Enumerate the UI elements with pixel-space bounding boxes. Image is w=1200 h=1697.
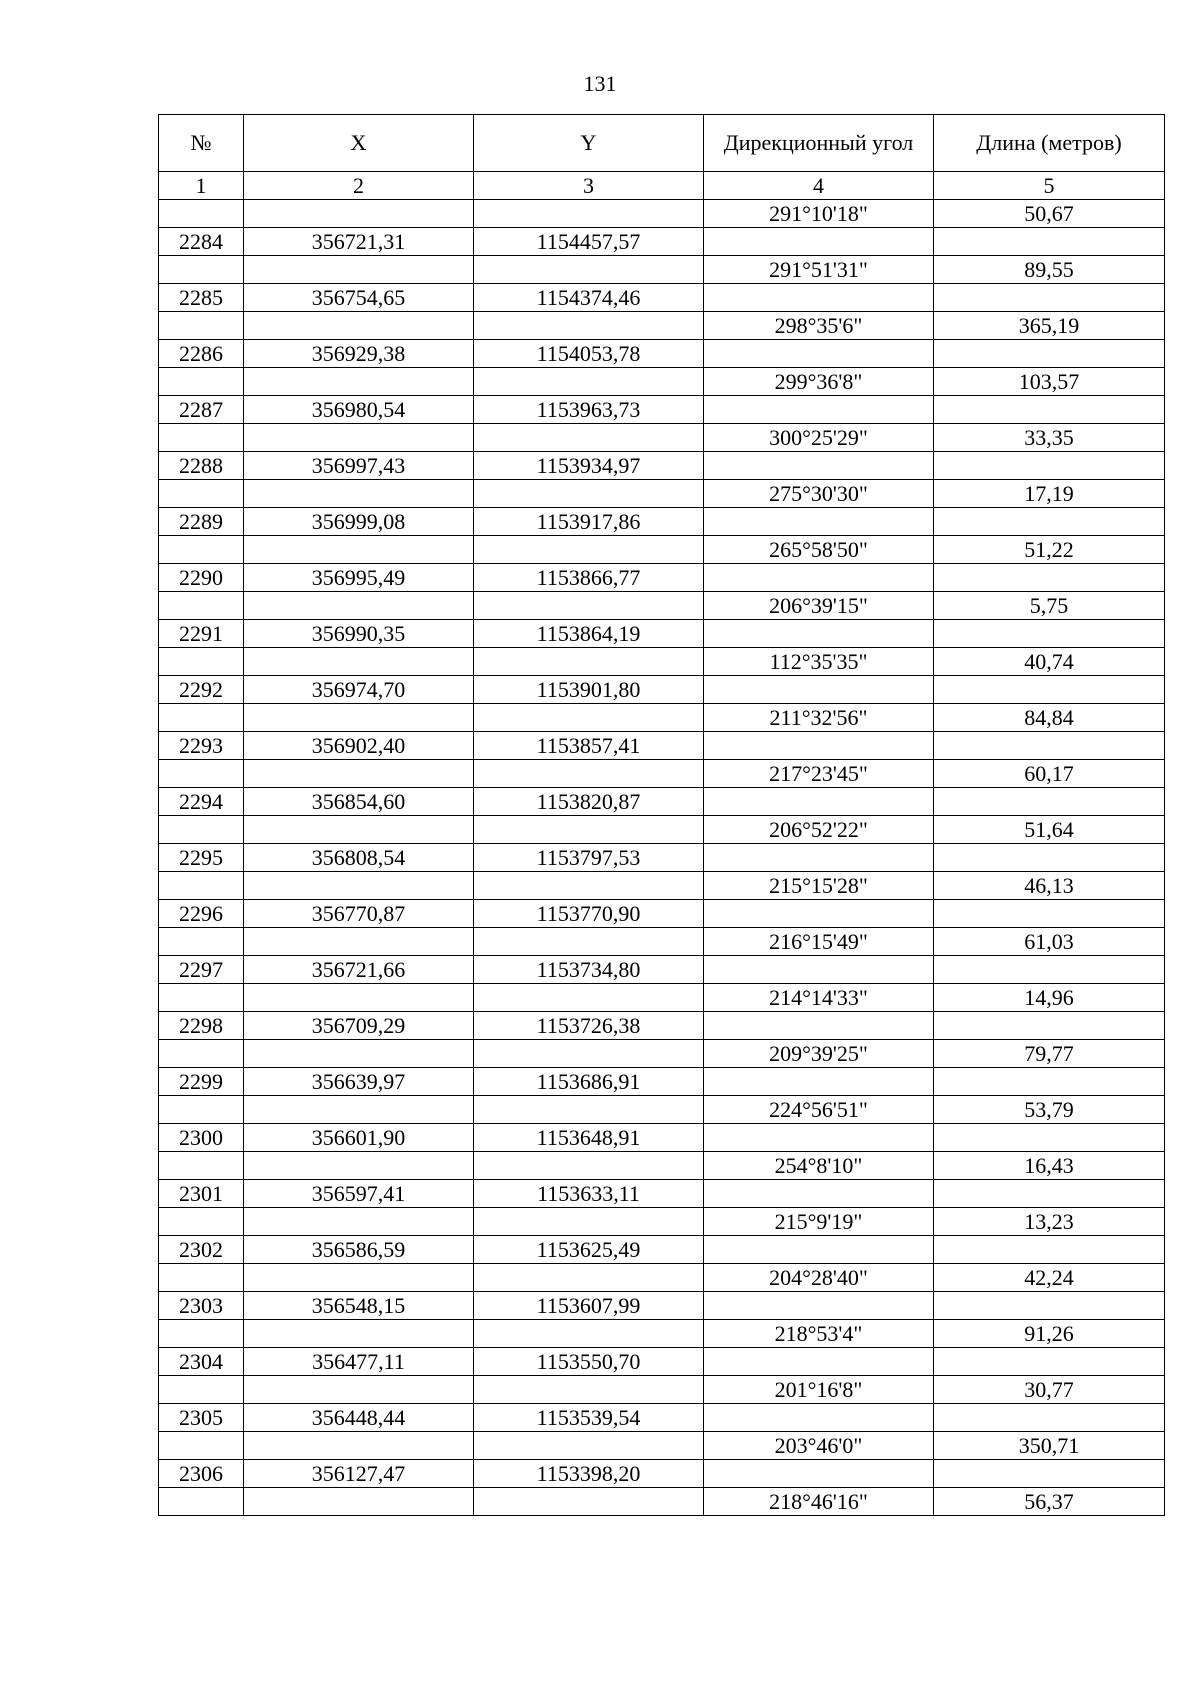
cell-x (244, 1488, 474, 1516)
cell-length: 103,57 (934, 368, 1165, 396)
cell-y (474, 368, 704, 396)
cell-direction-angle (704, 1236, 934, 1264)
cell-direction-angle: 218°53'4" (704, 1320, 934, 1348)
cell-direction-angle: 254°8'10" (704, 1152, 934, 1180)
table-row (159, 984, 1165, 1012)
table-row (159, 1096, 1165, 1124)
cell-x: 356601,90 (244, 1124, 474, 1152)
cell-y (474, 648, 704, 676)
cell-length (934, 340, 1165, 368)
cell-length: 51,64 (934, 816, 1165, 844)
cell-direction-angle: 224°56'51" (704, 1096, 934, 1124)
cell-number: 2286 (159, 340, 244, 368)
cell-x: 356808,54 (244, 844, 474, 872)
cell-length (934, 788, 1165, 816)
table-row (159, 256, 1165, 284)
cell-direction-angle (704, 788, 934, 816)
table-row (159, 1180, 1165, 1208)
table-row (159, 816, 1165, 844)
cell-direction-angle: 291°10'18" (704, 200, 934, 228)
cell-direction-angle: 206°52'22" (704, 816, 934, 844)
cell-x: 356586,59 (244, 1236, 474, 1264)
cell-length: 56,37 (934, 1488, 1165, 1516)
cell-x (244, 368, 474, 396)
cell-direction-angle: 214°14'33" (704, 984, 934, 1012)
cell-y: 1154053,78 (474, 340, 704, 368)
cell-length: 46,13 (934, 872, 1165, 900)
cell-y: 1153866,77 (474, 564, 704, 592)
table-row (159, 480, 1165, 508)
cell-x (244, 1208, 474, 1236)
table-row (159, 1208, 1165, 1236)
cell-number: 2302 (159, 1236, 244, 1264)
table-row (159, 200, 1165, 228)
table-row (159, 732, 1165, 760)
cell-y (474, 816, 704, 844)
cell-x: 356980,54 (244, 396, 474, 424)
cell-length (934, 732, 1165, 760)
cell-length (934, 1012, 1165, 1040)
cell-number: 2289 (159, 508, 244, 536)
table-row (159, 1292, 1165, 1320)
table-row (159, 1236, 1165, 1264)
cell-x: 356997,43 (244, 452, 474, 480)
cell-number (159, 1208, 244, 1236)
table-row (159, 900, 1165, 928)
cell-x (244, 480, 474, 508)
table-row (159, 1432, 1165, 1460)
cell-y (474, 1432, 704, 1460)
cell-length: 14,96 (934, 984, 1165, 1012)
cell-x (244, 1432, 474, 1460)
cell-y: 1153963,73 (474, 396, 704, 424)
cell-direction-angle: 218°46'16" (704, 1488, 934, 1516)
cell-direction-angle (704, 452, 934, 480)
table-row (159, 1320, 1165, 1348)
table-row (159, 1124, 1165, 1152)
cell-x: 356721,66 (244, 956, 474, 984)
table-row (159, 928, 1165, 956)
cell-number (159, 872, 244, 900)
cell-y (474, 760, 704, 788)
cell-y: 1153539,54 (474, 1404, 704, 1432)
cell-length (934, 1236, 1165, 1264)
cell-x (244, 1040, 474, 1068)
cell-x (244, 984, 474, 1012)
cell-direction-angle: 215°9'19" (704, 1208, 934, 1236)
cell-x: 356770,87 (244, 900, 474, 928)
cell-y (474, 1376, 704, 1404)
table-row (159, 1068, 1165, 1096)
cell-y: 1153857,41 (474, 732, 704, 760)
cell-number (159, 1152, 244, 1180)
cell-y: 1153901,80 (474, 676, 704, 704)
table-row (159, 312, 1165, 340)
cell-x: 356477,11 (244, 1348, 474, 1376)
cell-direction-angle (704, 1012, 934, 1040)
cell-x (244, 200, 474, 228)
cell-number: 2300 (159, 1124, 244, 1152)
cell-number: 2295 (159, 844, 244, 872)
cell-y (474, 1208, 704, 1236)
cell-x: 356929,38 (244, 340, 474, 368)
cell-y (474, 312, 704, 340)
header-y: Y (474, 115, 704, 172)
cell-x (244, 760, 474, 788)
cell-length: 50,67 (934, 200, 1165, 228)
cell-y: 1153625,49 (474, 1236, 704, 1264)
cell-direction-angle (704, 1404, 934, 1432)
cell-y (474, 704, 704, 732)
cell-x: 356990,35 (244, 620, 474, 648)
cell-direction-angle: 300°25'29" (704, 424, 934, 452)
cell-length: 89,55 (934, 256, 1165, 284)
cell-length (934, 1404, 1165, 1432)
cell-number: 2288 (159, 452, 244, 480)
cell-direction-angle: 112°35'35" (704, 648, 934, 676)
cell-x (244, 256, 474, 284)
cell-length (934, 452, 1165, 480)
column-number-row (159, 172, 1165, 200)
coordinates-table (158, 114, 1165, 1516)
cell-length (934, 900, 1165, 928)
cell-length (934, 228, 1165, 256)
cell-number (159, 704, 244, 732)
cell-y: 1154374,46 (474, 284, 704, 312)
cell-x: 356999,08 (244, 508, 474, 536)
cell-y: 1153917,86 (474, 508, 704, 536)
cell-y (474, 256, 704, 284)
cell-number: 2299 (159, 1068, 244, 1096)
cell-y (474, 592, 704, 620)
table-row (159, 1348, 1165, 1376)
cell-y (474, 872, 704, 900)
table-row (159, 340, 1165, 368)
cell-length (934, 1180, 1165, 1208)
cell-x (244, 424, 474, 452)
cell-length (934, 1292, 1165, 1320)
cell-number: 2301 (159, 1180, 244, 1208)
cell-direction-angle (704, 956, 934, 984)
cell-direction-angle: 216°15'49" (704, 928, 934, 956)
cell-direction-angle: 217°23'45" (704, 760, 934, 788)
page-number: 131 (583, 71, 617, 96)
cell-length (934, 844, 1165, 872)
cell-length (934, 1124, 1165, 1152)
column-number: 5 (934, 172, 1165, 200)
cell-number: 2298 (159, 1012, 244, 1040)
cell-length: 79,77 (934, 1040, 1165, 1068)
table-row (159, 676, 1165, 704)
table-body (159, 200, 1165, 1516)
cell-direction-angle (704, 900, 934, 928)
cell-length: 40,74 (934, 648, 1165, 676)
cell-x: 356709,29 (244, 1012, 474, 1040)
table-row (159, 1488, 1165, 1516)
cell-length: 365,19 (934, 312, 1165, 340)
cell-length: 51,22 (934, 536, 1165, 564)
cell-number (159, 816, 244, 844)
cell-y (474, 536, 704, 564)
cell-y: 1153686,91 (474, 1068, 704, 1096)
cell-y (474, 928, 704, 956)
cell-x: 356127,47 (244, 1460, 474, 1488)
cell-length: 13,23 (934, 1208, 1165, 1236)
cell-length: 61,03 (934, 928, 1165, 956)
cell-x (244, 1376, 474, 1404)
cell-x (244, 1152, 474, 1180)
table-row (159, 1264, 1165, 1292)
cell-number: 2297 (159, 956, 244, 984)
cell-direction-angle (704, 732, 934, 760)
cell-y: 1153607,99 (474, 1292, 704, 1320)
table-row (159, 1460, 1165, 1488)
cell-x: 356902,40 (244, 732, 474, 760)
cell-y (474, 1040, 704, 1068)
cell-number (159, 368, 244, 396)
cell-number: 2292 (159, 676, 244, 704)
cell-y: 1153820,87 (474, 788, 704, 816)
cell-number (159, 1040, 244, 1068)
cell-number (159, 1376, 244, 1404)
cell-direction-angle (704, 508, 934, 536)
column-number: 4 (704, 172, 934, 200)
table-row (159, 704, 1165, 732)
table-row (159, 536, 1165, 564)
cell-number: 2291 (159, 620, 244, 648)
cell-x: 356995,49 (244, 564, 474, 592)
cell-length: 42,24 (934, 1264, 1165, 1292)
table-row (159, 844, 1165, 872)
column-number: 1 (159, 172, 244, 200)
table-row (159, 620, 1165, 648)
cell-number (159, 1320, 244, 1348)
cell-x: 356548,15 (244, 1292, 474, 1320)
table-row (159, 1152, 1165, 1180)
table-row (159, 508, 1165, 536)
cell-number (159, 1264, 244, 1292)
header-number: № (159, 115, 244, 172)
cell-number (159, 1096, 244, 1124)
cell-direction-angle (704, 620, 934, 648)
header-x: X (244, 115, 474, 172)
cell-direction-angle (704, 396, 934, 424)
cell-number (159, 312, 244, 340)
cell-direction-angle: 204°28'40" (704, 1264, 934, 1292)
cell-length: 5,75 (934, 592, 1165, 620)
cell-number (159, 984, 244, 1012)
cell-direction-angle (704, 340, 934, 368)
cell-direction-angle (704, 844, 934, 872)
cell-number: 2287 (159, 396, 244, 424)
cell-direction-angle: 291°51'31" (704, 256, 934, 284)
cell-length (934, 508, 1165, 536)
cell-number (159, 928, 244, 956)
cell-number: 2285 (159, 284, 244, 312)
cell-length (934, 1460, 1165, 1488)
cell-y (474, 200, 704, 228)
cell-x (244, 536, 474, 564)
table-row (159, 368, 1165, 396)
cell-length: 84,84 (934, 704, 1165, 732)
cell-length (934, 676, 1165, 704)
table-row (159, 956, 1165, 984)
table-row (159, 872, 1165, 900)
cell-length (934, 1068, 1165, 1096)
cell-length (934, 396, 1165, 424)
cell-x: 356448,44 (244, 1404, 474, 1432)
cell-direction-angle: 211°32'56" (704, 704, 934, 732)
cell-number (159, 200, 244, 228)
cell-y (474, 984, 704, 1012)
cell-y: 1154457,57 (474, 228, 704, 256)
cell-number (159, 424, 244, 452)
cell-direction-angle (704, 1348, 934, 1376)
cell-y: 1153648,91 (474, 1124, 704, 1152)
cell-y (474, 424, 704, 452)
cell-length (934, 1348, 1165, 1376)
cell-y (474, 1152, 704, 1180)
cell-direction-angle (704, 564, 934, 592)
cell-direction-angle (704, 284, 934, 312)
cell-direction-angle: 299°36'8" (704, 368, 934, 396)
cell-number (159, 480, 244, 508)
cell-length: 17,19 (934, 480, 1165, 508)
cell-direction-angle (704, 1124, 934, 1152)
cell-direction-angle: 203°46'0" (704, 1432, 934, 1460)
cell-y (474, 480, 704, 508)
cell-x: 356974,70 (244, 676, 474, 704)
table-row (159, 648, 1165, 676)
cell-x (244, 1264, 474, 1292)
table-row (159, 228, 1165, 256)
table-row (159, 1404, 1165, 1432)
cell-y: 1153726,38 (474, 1012, 704, 1040)
table-row (159, 760, 1165, 788)
cell-x (244, 704, 474, 732)
cell-y (474, 1488, 704, 1516)
cell-x: 356721,31 (244, 228, 474, 256)
cell-direction-angle: 275°30'30" (704, 480, 934, 508)
cell-length (934, 284, 1165, 312)
table-row (159, 396, 1165, 424)
cell-x: 356597,41 (244, 1180, 474, 1208)
cell-length: 30,77 (934, 1376, 1165, 1404)
cell-y (474, 1320, 704, 1348)
cell-length (934, 620, 1165, 648)
cell-direction-angle (704, 676, 934, 704)
cell-number: 2305 (159, 1404, 244, 1432)
cell-direction-angle: 201°16'8" (704, 1376, 934, 1404)
cell-number (159, 256, 244, 284)
cell-length (934, 564, 1165, 592)
cell-number (159, 1488, 244, 1516)
cell-y: 1153734,80 (474, 956, 704, 984)
cell-x: 356854,60 (244, 788, 474, 816)
cell-number: 2293 (159, 732, 244, 760)
cell-direction-angle (704, 1292, 934, 1320)
cell-number: 2304 (159, 1348, 244, 1376)
cell-number: 2303 (159, 1292, 244, 1320)
cell-number: 2290 (159, 564, 244, 592)
table-row (159, 592, 1165, 620)
table-row (159, 564, 1165, 592)
cell-direction-angle (704, 1068, 934, 1096)
table-row (159, 1012, 1165, 1040)
cell-number: 2306 (159, 1460, 244, 1488)
cell-length: 53,79 (934, 1096, 1165, 1124)
cell-x: 356639,97 (244, 1068, 474, 1096)
cell-number (159, 536, 244, 564)
cell-length: 350,71 (934, 1432, 1165, 1460)
cell-length: 91,26 (934, 1320, 1165, 1348)
cell-x (244, 816, 474, 844)
cell-y: 1153550,70 (474, 1348, 704, 1376)
header-length: Длина (метров) (934, 115, 1165, 172)
cell-number (159, 760, 244, 788)
cell-number (159, 648, 244, 676)
table-header-row (159, 115, 1165, 172)
table-row (159, 424, 1165, 452)
cell-y: 1153797,53 (474, 844, 704, 872)
cell-x: 356754,65 (244, 284, 474, 312)
cell-direction-angle (704, 228, 934, 256)
cell-number (159, 1432, 244, 1460)
cell-number: 2284 (159, 228, 244, 256)
cell-x (244, 648, 474, 676)
table-row (159, 788, 1165, 816)
cell-x (244, 592, 474, 620)
cell-y: 1153770,90 (474, 900, 704, 928)
cell-direction-angle: 206°39'15" (704, 592, 934, 620)
cell-length: 33,35 (934, 424, 1165, 452)
table-row (159, 1040, 1165, 1068)
cell-y: 1153633,11 (474, 1180, 704, 1208)
cell-y: 1153864,19 (474, 620, 704, 648)
cell-length (934, 956, 1165, 984)
cell-y (474, 1264, 704, 1292)
cell-x (244, 1096, 474, 1124)
header-direction-angle: Дирекционный угол (704, 115, 934, 172)
cell-length: 60,17 (934, 760, 1165, 788)
cell-x (244, 928, 474, 956)
cell-length: 16,43 (934, 1152, 1165, 1180)
column-number: 2 (244, 172, 474, 200)
cell-direction-angle (704, 1460, 934, 1488)
cell-number: 2296 (159, 900, 244, 928)
cell-number (159, 592, 244, 620)
cell-y: 1153934,97 (474, 452, 704, 480)
cell-direction-angle: 298°35'6" (704, 312, 934, 340)
cell-x (244, 1320, 474, 1348)
cell-y (474, 1096, 704, 1124)
cell-direction-angle: 215°15'28" (704, 872, 934, 900)
cell-x (244, 872, 474, 900)
table-row (159, 1376, 1165, 1404)
table-row (159, 284, 1165, 312)
cell-y: 1153398,20 (474, 1460, 704, 1488)
table-row (159, 452, 1165, 480)
cell-direction-angle: 265°58'50" (704, 536, 934, 564)
cell-direction-angle (704, 1180, 934, 1208)
cell-x (244, 312, 474, 340)
cell-direction-angle: 209°39'25" (704, 1040, 934, 1068)
column-number: 3 (474, 172, 704, 200)
cell-number: 2294 (159, 788, 244, 816)
